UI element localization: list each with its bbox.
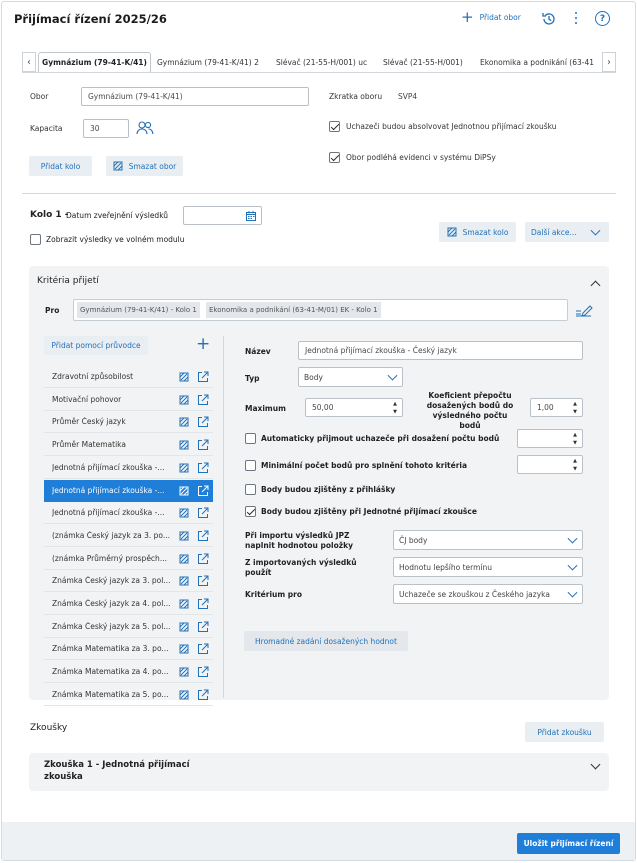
eraser-icon[interactable] <box>179 440 189 450</box>
criteria-list-item[interactable] <box>44 593 213 615</box>
criteria-item-label: Jednotná přijímací zkouška -... <box>52 508 165 518</box>
spinner-icon[interactable]: ▲ ▼ <box>573 401 577 415</box>
tab-scroll-right-icon[interactable]: › <box>602 52 616 72</box>
criteria-list-item[interactable] <box>44 366 213 388</box>
more-actions-button[interactable]: Další akce... <box>525 222 609 242</box>
criteria-item-label: Motivační pohovor <box>52 394 122 404</box>
jpz-checkbox-label: Uchazeči budou absolvovat Jednotnou přijímací zkoušku <box>346 122 557 131</box>
eraser-icon[interactable] <box>179 372 189 382</box>
auto-accept-checkbox[interactable] <box>245 433 256 444</box>
chevron-down-icon <box>388 371 398 381</box>
auto-accept-input[interactable] <box>517 429 583 448</box>
abbr-value: SVP4 <box>398 92 418 101</box>
eraser-icon[interactable] <box>179 644 189 654</box>
max-input[interactable]: 50,00 ▲ ▼ <box>305 398 403 417</box>
criteria-item-label: Známka Český jazyk za 5. pol... <box>52 621 171 631</box>
criteria-title: Kritéria přijetí <box>37 276 99 286</box>
show-results-label: Zobrazit výsledky ve volném modulu <box>46 235 185 244</box>
chevron-down-icon <box>591 226 601 236</box>
open-external-icon[interactable] <box>197 371 209 383</box>
criteria-item-label: Jednotná přijímací zkouška -... <box>52 485 165 495</box>
open-external-icon[interactable] <box>197 507 209 519</box>
eraser-icon[interactable] <box>179 690 189 700</box>
for-label: Pro <box>45 306 60 315</box>
open-external-icon[interactable] <box>197 462 209 474</box>
criteria-list-item[interactable] <box>44 502 213 524</box>
edit-pencil-icon[interactable] <box>575 304 593 317</box>
results-date-input[interactable] <box>183 206 262 225</box>
show-results-checkbox[interactable] <box>30 234 41 245</box>
spinner-icon[interactable]: ▲ ▼ <box>573 458 577 472</box>
tab-gymnazium-2[interactable]: Gymnázium (79-41-K/41) 2 <box>157 57 259 67</box>
add-round-button[interactable]: Přidat kolo <box>29 156 92 176</box>
dipsy-checkbox-label: Obor podléhá evidenci v systému DiPSy <box>346 153 496 162</box>
eraser-icon[interactable] <box>179 417 189 427</box>
open-external-icon[interactable] <box>197 575 209 587</box>
eraser-icon <box>113 161 123 171</box>
capacity-label: Kapacita <box>30 124 63 133</box>
eraser-icon[interactable] <box>179 486 189 496</box>
criterion-for-label: Kritérium pro <box>245 590 303 599</box>
min-points-label: Minimální počet bodů pro splnění tohoto kritéria <box>261 461 468 470</box>
criteria-list-item[interactable] <box>44 684 213 706</box>
exam-1-title: Zkouška 1 - Jednotná přijímací zkouška <box>44 760 190 782</box>
tab-slevac-uc[interactable]: Slévač (21-55-H/001) uc <box>276 57 368 67</box>
criteria-item-label: Známka Český jazyk za 4. pol... <box>52 599 171 608</box>
criteria-list-item[interactable] <box>44 616 213 638</box>
import-select[interactable]: ČJ body <box>393 530 583 550</box>
spinner-icon[interactable]: ▲ ▼ <box>393 401 397 415</box>
open-external-icon[interactable] <box>197 416 209 428</box>
field-label: Obor <box>30 92 49 101</box>
spinner-icon[interactable]: ▲ ▼ <box>573 432 577 446</box>
tab-slevac[interactable]: Slévač (21-55-H/001) <box>383 57 463 67</box>
add-exam-button[interactable]: Přidat zkoušku <box>525 722 604 742</box>
eraser-icon[interactable] <box>179 667 189 677</box>
criteria-list-item[interactable] <box>44 570 213 592</box>
criteria-list-item[interactable] <box>44 548 213 570</box>
eraser-icon[interactable] <box>179 622 189 632</box>
for-chip-1[interactable]: Gymnázium (79-41-K/41) - Kolo 1 <box>77 302 200 318</box>
eraser-icon[interactable] <box>179 463 189 473</box>
max-label: Maximum <box>245 404 286 413</box>
delete-field-button[interactable]: Smazat obor <box>106 156 183 176</box>
criteria-list-item[interactable] <box>44 525 213 547</box>
criteria-item-label: Jednotná přijímací zkouška -... <box>52 462 165 472</box>
from-application-checkbox[interactable] <box>245 484 256 495</box>
criteria-item-label: Průměr Český jazyk <box>52 417 126 427</box>
tab-gymnazium[interactable]: Gymnázium (79-41-K/41) <box>38 52 151 72</box>
criteria-list-item[interactable] <box>44 434 213 456</box>
open-external-icon[interactable] <box>197 598 209 610</box>
criteria-list-item[interactable] <box>44 638 213 660</box>
bulk-entry-button[interactable]: Hromadné zadání dosažených hodnot <box>244 631 408 651</box>
eraser-icon[interactable] <box>179 599 189 609</box>
type-select[interactable]: Body <box>298 367 403 387</box>
eraser-icon[interactable] <box>179 576 189 586</box>
help-icon[interactable]: ? <box>595 11 610 26</box>
field-input[interactable]: Gymnázium (79-41-K/41) <box>81 87 309 106</box>
min-points-input[interactable] <box>517 455 583 474</box>
abbr-label: Zkratka oboru <box>329 92 383 101</box>
criteria-list-item[interactable] <box>44 480 213 502</box>
eraser-icon[interactable] <box>179 508 189 518</box>
criteria-list-item[interactable] <box>44 389 213 411</box>
chevron-down-icon <box>568 561 578 571</box>
from-jpz-label: Body budou zjištěny při Jednotné přijímací zkoušce <box>261 507 477 516</box>
criteria-item-label: Průměr Matematika <box>52 440 126 450</box>
panel-divider <box>223 336 224 698</box>
open-external-icon[interactable] <box>197 666 209 678</box>
open-external-icon[interactable] <box>197 643 209 655</box>
auto-accept-label: Automaticky přijmout uchazeče při dosažení počtu bodů <box>261 434 500 443</box>
results-date-label: Datum zveřejnění výsledků <box>66 211 169 220</box>
save-admission-button[interactable]: Uložit přijímací řízení <box>517 833 620 854</box>
open-external-icon[interactable] <box>197 689 209 701</box>
page-title: Přijímací řízení 2025/26 <box>14 12 167 26</box>
from-imported-label: Z importovaných výsledků použít <box>245 558 357 577</box>
eraser-icon[interactable] <box>179 531 189 541</box>
name-input[interactable]: Jednotná přijímací zkouška - Český jazyk <box>298 341 583 360</box>
exams-title: Zkoušky <box>30 723 68 733</box>
eraser-icon[interactable] <box>179 395 189 405</box>
calendar-icon[interactable] <box>246 211 256 221</box>
min-points-checkbox[interactable] <box>245 460 256 471</box>
criteria-list-item[interactable] <box>44 661 213 683</box>
add-field-button[interactable]: + Přidat obor <box>461 8 521 26</box>
criteria-item-label: (známka Průměrný prospěch... <box>52 553 167 563</box>
for-chip-2[interactable]: Ekonomika a podnikání (63-41-M/01) EK - Kolo 1 <box>206 302 381 318</box>
eraser-icon[interactable] <box>179 554 189 564</box>
from-imported-select[interactable]: Hodnotu lepšího termínu <box>393 557 583 577</box>
plus-icon: + <box>461 8 474 26</box>
dipsy-checkbox[interactable] <box>329 152 340 163</box>
jpz-checkbox[interactable] <box>329 121 340 132</box>
users-icon[interactable] <box>136 120 154 136</box>
open-external-icon[interactable] <box>197 621 209 633</box>
from-jpz-checkbox[interactable] <box>245 506 256 517</box>
open-external-icon[interactable] <box>197 394 209 406</box>
add-via-wizard-button[interactable]: Přidat pomocí průvodce <box>44 336 148 355</box>
open-external-icon[interactable] <box>197 485 209 497</box>
history-icon[interactable] <box>541 11 557 27</box>
chevron-down-icon <box>568 588 578 598</box>
chevron-down-icon <box>568 534 578 544</box>
criteria-list-item[interactable] <box>44 411 213 433</box>
criteria-item-label: (známka Český jazyk za 3. po... <box>52 530 170 540</box>
capacity-input[interactable]: 30 <box>83 119 129 138</box>
name-label: Název <box>245 347 271 356</box>
import-label: Při importu výsledků JPZ naplnit hodnotou položky <box>245 531 353 550</box>
round-title: Kolo 1 - <box>30 210 69 220</box>
tab-ekonomika[interactable]: Ekonomika a podnikání (63-41 <box>480 57 595 67</box>
eraser-icon <box>447 227 457 237</box>
criterion-for-select[interactable]: Uchazeče se zkouškou z Českého jazyka <box>393 584 583 604</box>
criteria-list-item[interactable] <box>44 457 213 479</box>
type-label: Typ <box>245 374 260 383</box>
coef-label: Koeficient přepočtu dosažených bodů do výsledného počtu bodů <box>426 391 514 430</box>
coef-input[interactable]: 1,00 ▲ ▼ <box>530 398 583 417</box>
criteria-item-label: Známka Matematika za 5. po... <box>52 689 169 699</box>
from-application-label: Body budou zjištěny z přihlášky <box>261 485 396 494</box>
tab-scroll-left-icon[interactable]: ‹ <box>22 52 36 72</box>
criteria-item-label: Zdravotní způsobilost <box>52 372 134 381</box>
open-external-icon[interactable] <box>197 553 209 565</box>
more-vertical-icon[interactable] <box>574 11 578 25</box>
criteria-item-label: Známka Český jazyk za 3. pol... <box>52 576 171 586</box>
add-criterion-plus-icon[interactable]: + <box>196 334 211 354</box>
delete-round-button[interactable]: Smazat kolo <box>439 222 516 242</box>
open-external-icon[interactable] <box>197 439 209 451</box>
open-external-icon[interactable] <box>197 530 209 542</box>
criteria-item-label: Známka Matematika za 4. po... <box>52 667 169 677</box>
criteria-item-label: Známka Matematika za 3. po... <box>52 644 169 654</box>
